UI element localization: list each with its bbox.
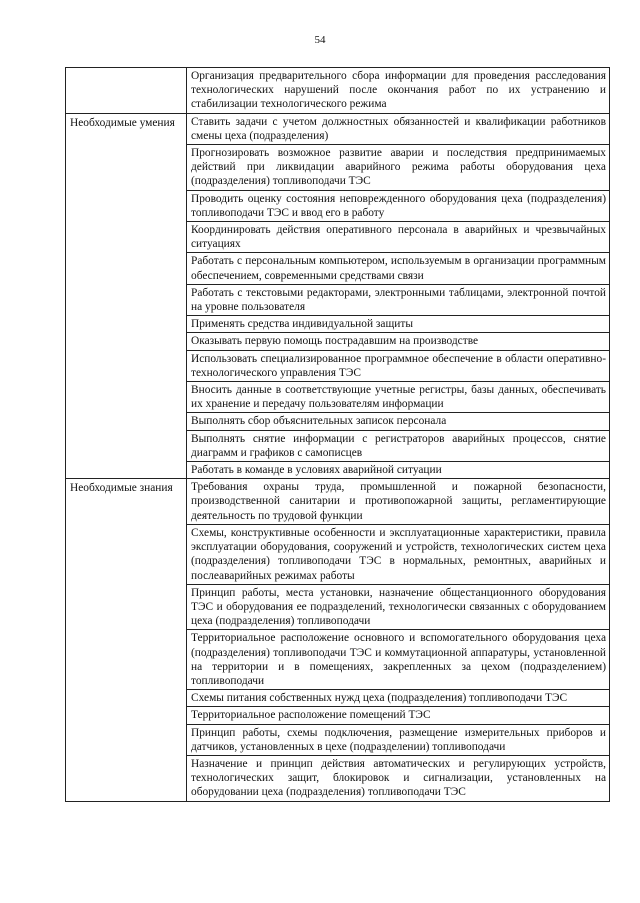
item-cell: Организация предварительного сбора информации для проведения расследования технологических нарушений после окончания работ по их устранению и стабилизации технологического режима: [187, 68, 610, 114]
category-cell-skills: Необходимые умения: [66, 113, 187, 479]
item-cell: Выполнять сбор объяснительных записок персонала: [187, 413, 610, 430]
item-cell: Работать с текстовыми редакторами, электронными таблицами, электронной почтой на уровне пользователя: [187, 284, 610, 315]
item-cell: Назначение и принцип действия автоматических и регулирующих устройств, технологических защит, блокировок и сигнализации, установленных на оборудовании цеха (подразделения) топливоподачи ТЭС: [187, 755, 610, 801]
table-row: [66, 479, 610, 525]
category-cell: [66, 68, 187, 114]
item-cell: Оказывать первую помощь пострадавшим на производстве: [187, 333, 610, 350]
item-cell: Выполнять снятие информации с регистраторов аварийных процессов, снятие диаграмм и графиков с самописцев: [187, 430, 610, 461]
table-row: [66, 68, 610, 114]
item-cell: Схемы, конструктивные особенности и эксплуатационные характеристики, правила эксплуатации оборудования, сооружений и устройств, технологических систем цеха (подразделения) топливоподачи ТЭС в нормальных, ремонтных, аварийных и послеаварийных режимах работы: [187, 524, 610, 584]
item-cell: Проводить оценку состояния неповрежденного оборудования цеха (подразделения) топливоподачи ТЭС и ввод его в работу: [187, 190, 610, 221]
item-cell: Применять средства индивидуальной защиты: [187, 316, 610, 333]
item-cell: Координировать действия оперативного персонала в аварийных и чрезвычайных ситуациях: [187, 222, 610, 253]
item-cell: Принцип работы, схемы подключения, размещение измерительных приборов и датчиков, установленных в цехе (подразделении) топливоподачи: [187, 724, 610, 755]
item-cell: Вносить данные в соответствующие учетные регистры, базы данных, обеспечивать их хранение и передачу пользователям информации: [187, 382, 610, 413]
item-cell: Территориальное расположение помещений ТЭС: [187, 707, 610, 724]
item-cell: Схемы питания собственных нужд цеха (подразделения) топливоподачи ТЭС: [187, 690, 610, 707]
category-cell-knowledge: Необходимые знания: [66, 479, 187, 801]
item-cell: Требования охраны труда, промышленной и пожарной безопасности, производственной санитарии и противопожарной защиты, регламентирующие деятельность по трудовой функции: [187, 479, 610, 525]
item-cell: Прогнозировать возможное развитие аварии и последствия предпринимаемых действий при ликвидации аварийного режима работы оборудования цеха (подразделения) топливоподачи ТЭС: [187, 145, 610, 191]
table-row: [66, 113, 610, 144]
item-cell: Принцип работы, места установки, назначение общестанционного оборудования ТЭС и оборудования ее подразделений, технологически связанных с оборудованием цеха (подразделения) топливоподачи: [187, 584, 610, 630]
item-cell: Работать в команде в условиях аварийной ситуации: [187, 462, 610, 479]
item-cell: Работать с персональным компьютером, используемым в организации программным обеспечением, современными средствами связи: [187, 253, 610, 284]
item-cell: Территориальное расположение основного и вспомогательного оборудования цеха (подразделения) топливоподачи ТЭС и коммутационной аппаратуры, установленной на территории и в помещениях, закрепленных за цехом (подразделением) топливоподачи: [187, 630, 610, 690]
item-cell: Использовать специализированное программное обеспечение в области оперативно-технологического управления ТЭС: [187, 350, 610, 381]
item-cell: Ставить задачи с учетом должностных обязанностей и квалификации работников смены цеха (подразделения): [187, 113, 610, 144]
page-number: 54: [314, 34, 326, 46]
competency-table: [65, 67, 610, 802]
